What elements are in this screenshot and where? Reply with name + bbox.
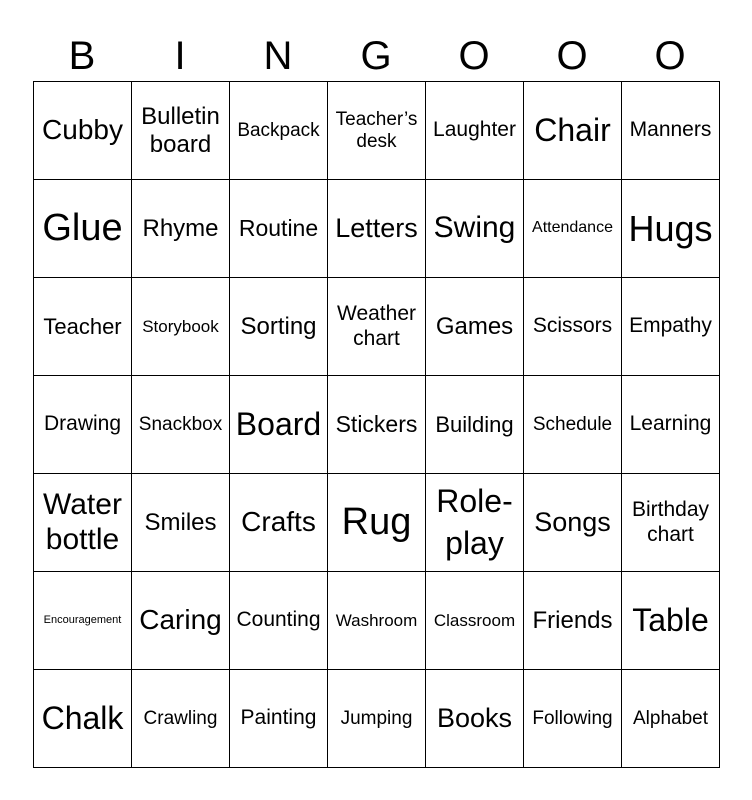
cell-text: Hugs bbox=[628, 207, 713, 249]
bingo-cell bbox=[524, 82, 622, 180]
bingo-cell bbox=[34, 82, 132, 180]
bingo-cell bbox=[230, 474, 328, 572]
cell-text: Crafts bbox=[241, 506, 316, 538]
cell-text: Bulletin board bbox=[141, 102, 220, 158]
cell-text: Songs bbox=[534, 507, 611, 538]
bingo-cell bbox=[34, 180, 132, 278]
cell-text: Sorting bbox=[240, 312, 317, 340]
bingo-cell bbox=[328, 572, 426, 670]
cell-text: Routine bbox=[238, 215, 319, 242]
bingo-cell bbox=[328, 180, 426, 278]
cell-text: Rhyme bbox=[142, 214, 219, 242]
header-letter: O bbox=[654, 34, 686, 78]
cell-text: Encouragement bbox=[43, 614, 122, 627]
header-letter: N bbox=[263, 34, 293, 78]
cell-text: Following bbox=[532, 707, 613, 729]
bingo-cell bbox=[426, 82, 524, 180]
cell-text: Weather chart bbox=[337, 302, 416, 350]
cell-text: Alphabet bbox=[632, 707, 708, 729]
bingo-cell bbox=[132, 180, 230, 278]
cell-text: Scissors bbox=[532, 314, 613, 338]
bingo-header bbox=[33, 30, 719, 82]
cell-text: Teacher bbox=[43, 313, 122, 339]
bingo-cell bbox=[34, 278, 132, 376]
cell-text: Jumping bbox=[340, 707, 413, 729]
cell-text: Drawing bbox=[43, 412, 122, 436]
cell-text: Backpack bbox=[237, 119, 320, 141]
bingo-grid bbox=[33, 81, 720, 768]
bingo-cell bbox=[622, 376, 720, 474]
cell-text: Friends bbox=[532, 606, 613, 634]
header-letter: I bbox=[174, 34, 186, 78]
bingo-cell bbox=[230, 670, 328, 768]
cell-text: Building bbox=[435, 411, 514, 437]
cell-text: Learning bbox=[629, 412, 712, 436]
bingo-cell bbox=[524, 376, 622, 474]
bingo-cell bbox=[34, 376, 132, 474]
bingo-cell bbox=[132, 474, 230, 572]
cell-text: Snackbox bbox=[138, 413, 223, 435]
bingo-cell bbox=[132, 82, 230, 180]
cell-text: Birthday chart bbox=[631, 498, 710, 546]
cell-text: Swing bbox=[433, 211, 516, 245]
cell-text: Caring bbox=[139, 604, 222, 636]
bingo-cell bbox=[524, 474, 622, 572]
bingo-cell bbox=[132, 572, 230, 670]
bingo-cell bbox=[34, 572, 132, 670]
bingo-cell bbox=[132, 278, 230, 376]
cell-text: Board bbox=[235, 406, 322, 443]
bingo-cell bbox=[230, 572, 328, 670]
cell-text: Washroom bbox=[335, 610, 418, 630]
bingo-cell bbox=[622, 670, 720, 768]
cell-text: Laughter bbox=[433, 118, 516, 142]
cell-text: Role-play bbox=[436, 482, 513, 561]
cell-text: Teacher’s desk bbox=[335, 108, 418, 152]
cell-text: Rug bbox=[341, 500, 412, 543]
cell-text: Counting bbox=[236, 608, 321, 632]
cell-text: Empathy bbox=[629, 314, 712, 338]
cell-text: Glue bbox=[42, 206, 123, 249]
header-letter: G bbox=[360, 34, 392, 78]
bingo-cell bbox=[426, 180, 524, 278]
bingo-cell bbox=[230, 180, 328, 278]
bingo-cell bbox=[524, 572, 622, 670]
bingo-cell bbox=[622, 82, 720, 180]
bingo-cell bbox=[328, 670, 426, 768]
bingo-cell bbox=[426, 376, 524, 474]
bingo-cell bbox=[426, 474, 524, 572]
header-letter: O bbox=[556, 34, 588, 78]
cell-text: Smiles bbox=[144, 508, 217, 536]
cell-text: Table bbox=[632, 602, 709, 639]
bingo-cell bbox=[524, 670, 622, 768]
cell-text: Chalk bbox=[41, 700, 124, 737]
bingo-cell bbox=[132, 376, 230, 474]
bingo-cell bbox=[328, 278, 426, 376]
header-letter: B bbox=[68, 34, 96, 78]
bingo-cell bbox=[132, 670, 230, 768]
bingo-cell bbox=[328, 82, 426, 180]
cell-text: Games bbox=[435, 312, 514, 340]
cell-text: Storybook bbox=[142, 316, 219, 336]
cell-text: Books bbox=[436, 703, 513, 734]
bingo-cell bbox=[524, 278, 622, 376]
cell-text: Cubby bbox=[42, 114, 123, 146]
header-letter: O bbox=[458, 34, 490, 78]
cell-text: Stickers bbox=[335, 411, 418, 438]
cell-text: Water bottle bbox=[43, 488, 122, 556]
cell-text: Manners bbox=[629, 118, 712, 142]
cell-text: Painting bbox=[240, 706, 317, 730]
bingo-cell bbox=[622, 278, 720, 376]
bingo-cell bbox=[328, 376, 426, 474]
bingo-cell bbox=[230, 82, 328, 180]
bingo-cell bbox=[230, 278, 328, 376]
bingo-cell bbox=[426, 572, 524, 670]
cell-text: Chair bbox=[534, 112, 611, 149]
cell-text: Crawling bbox=[143, 707, 218, 729]
bingo-cell bbox=[524, 180, 622, 278]
cell-text: Letters bbox=[335, 213, 418, 244]
bingo-cell bbox=[622, 474, 720, 572]
bingo-cell bbox=[622, 572, 720, 670]
bingo-cell bbox=[426, 278, 524, 376]
cell-text: Classroom bbox=[433, 610, 516, 630]
bingo-cell bbox=[622, 180, 720, 278]
bingo-cell bbox=[328, 474, 426, 572]
cell-text: Schedule bbox=[532, 413, 613, 435]
bingo-cell bbox=[34, 670, 132, 768]
bingo-cell bbox=[34, 474, 132, 572]
bingo-cell bbox=[230, 376, 328, 474]
bingo-cell bbox=[426, 670, 524, 768]
cell-text: Attendance bbox=[532, 219, 613, 237]
